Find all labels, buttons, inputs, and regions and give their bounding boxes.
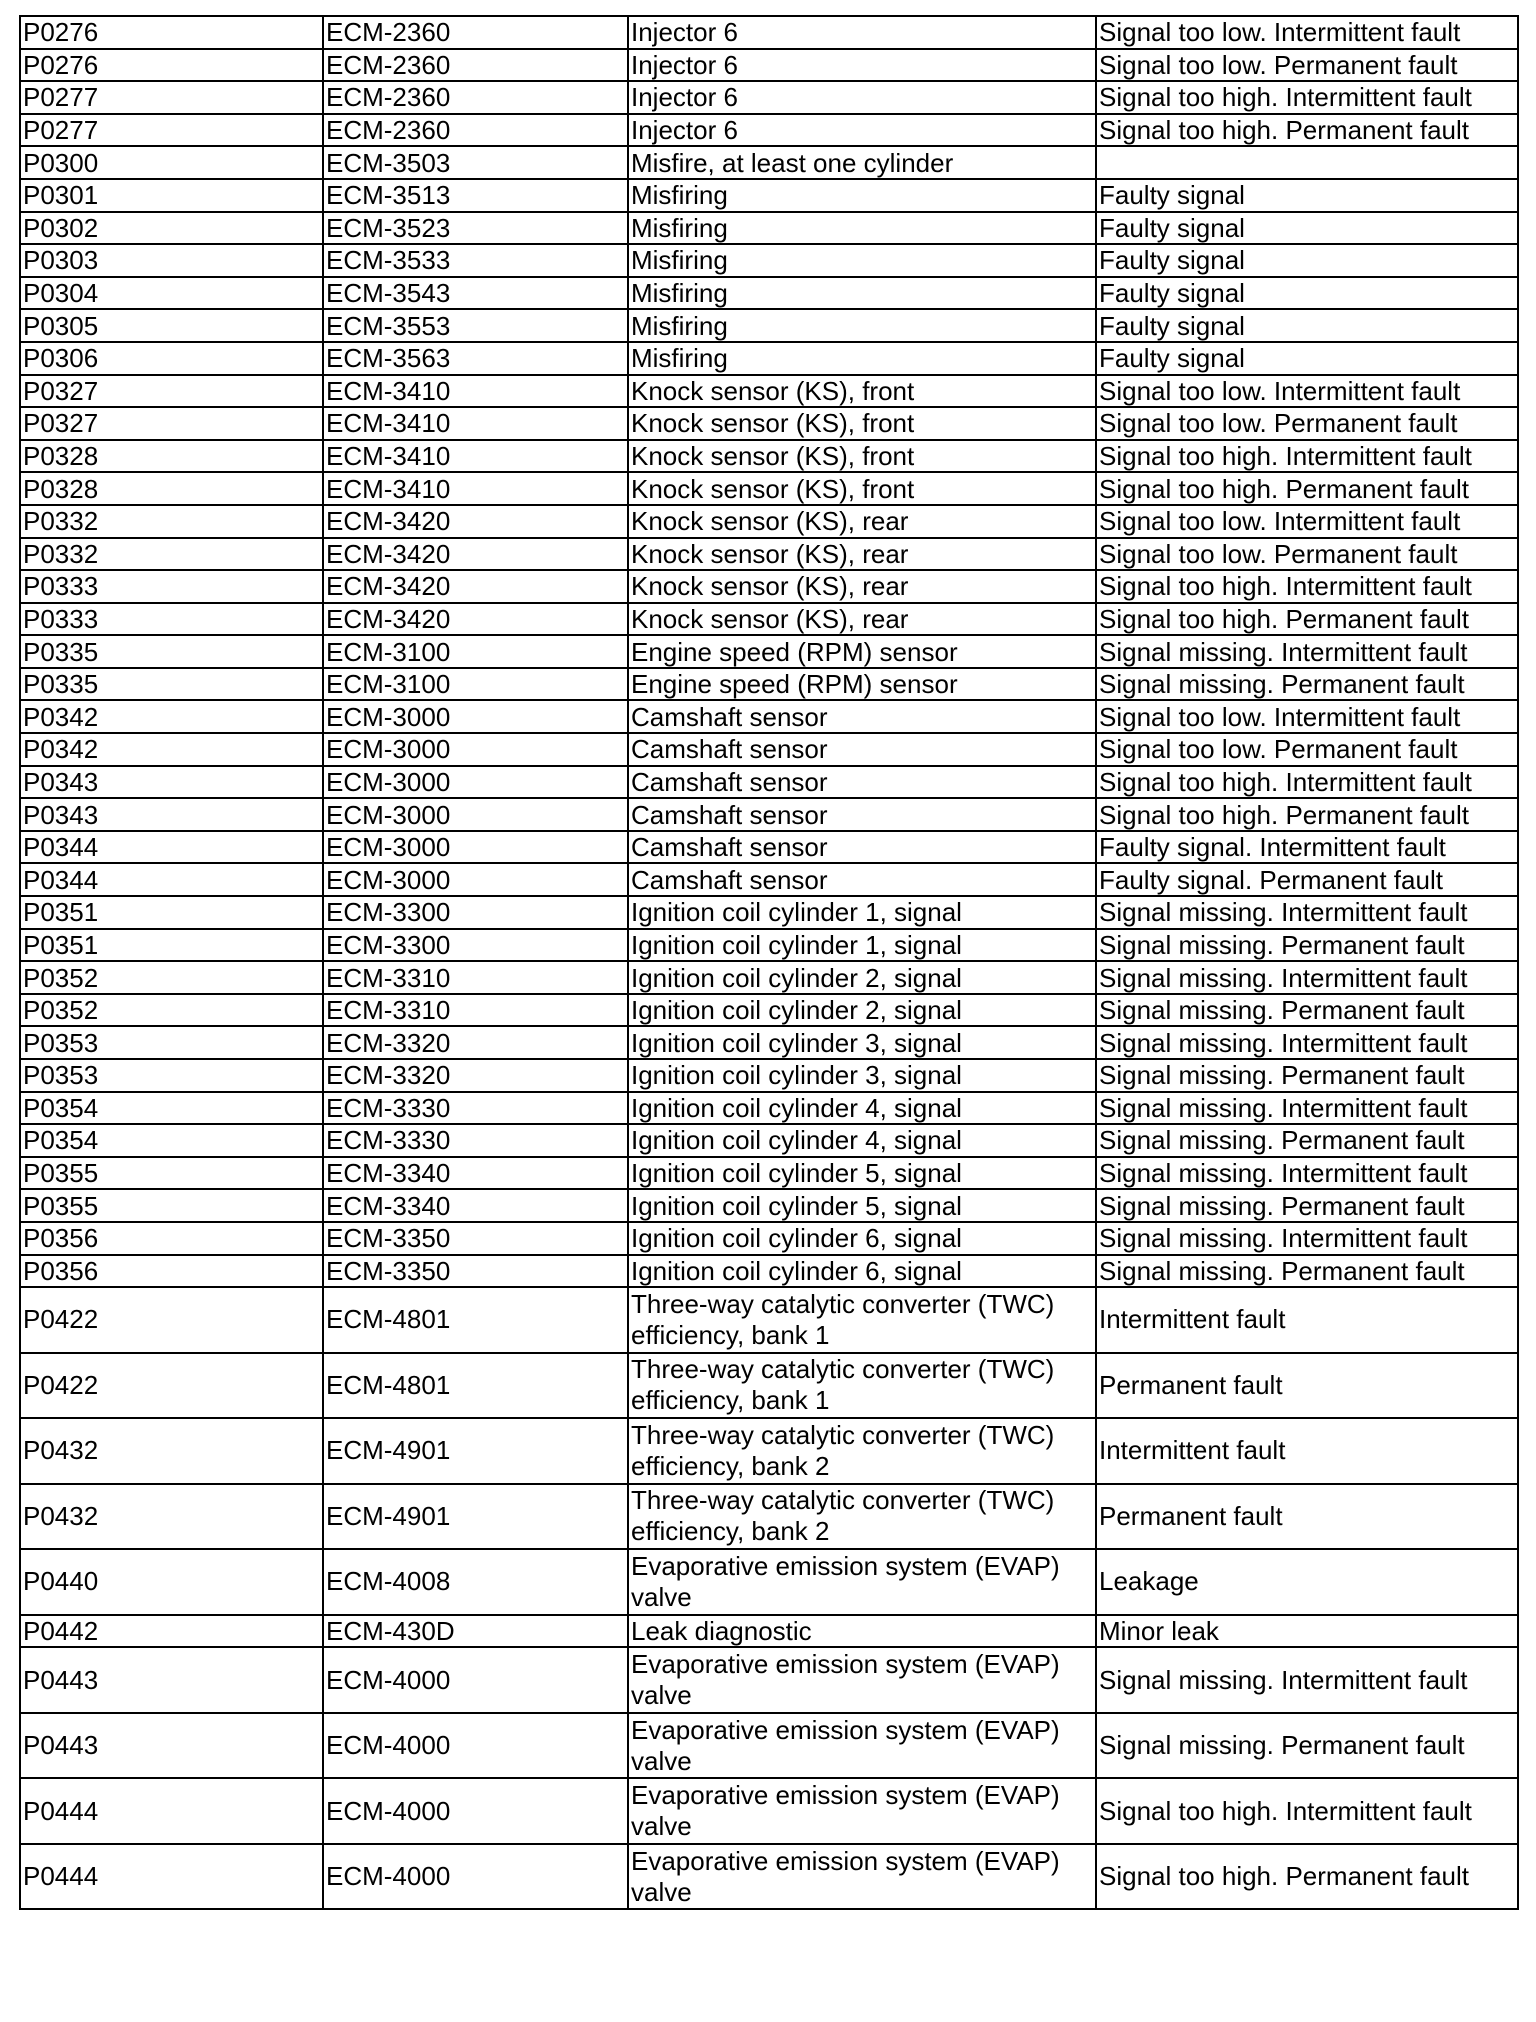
ecm-code-cell: ECM-3320 <box>323 1059 628 1092</box>
table-row <box>20 342 1518 375</box>
component-cell: Knock sensor (KS), rear <box>628 538 1096 571</box>
ecm-code-cell: ECM-3533 <box>323 244 628 277</box>
component-cell: Knock sensor (KS), front <box>628 375 1096 408</box>
component-cell: Misfiring <box>628 342 1096 375</box>
dtc-code-cell: P0343 <box>20 766 323 799</box>
component-cell: Three-way catalytic converter (TWC) efficiency, bank 1 <box>628 1287 1096 1353</box>
fault-type-cell: Intermittent fault <box>1096 1418 1518 1484</box>
component-cell: Misfire, at least one cylinder <box>628 146 1096 179</box>
component-cell: Ignition coil cylinder 1, signal <box>628 929 1096 962</box>
table-row <box>20 1026 1518 1059</box>
component-cell: Knock sensor (KS), front <box>628 472 1096 505</box>
component-cell: Three-way catalytic converter (TWC) efficiency, bank 1 <box>628 1353 1096 1419</box>
table-row <box>20 798 1518 831</box>
dtc-code-cell: P0302 <box>20 212 323 245</box>
component-cell: Camshaft sensor <box>628 733 1096 766</box>
fault-type-cell: Signal too low. Permanent fault <box>1096 407 1518 440</box>
fault-type-cell: Faulty signal. Intermittent fault <box>1096 831 1518 864</box>
dtc-code-cell: P0352 <box>20 961 323 994</box>
fault-type-cell: Signal too high. Permanent fault <box>1096 1844 1518 1910</box>
fault-type-cell: Signal too high. Intermittent fault <box>1096 440 1518 473</box>
ecm-code-cell: ECM-4901 <box>323 1418 628 1484</box>
table-row <box>20 1778 1518 1844</box>
table-row <box>20 81 1518 114</box>
dtc-code-cell: P0355 <box>20 1157 323 1190</box>
ecm-code-cell: ECM-2360 <box>323 81 628 114</box>
ecm-code-cell: ECM-4000 <box>323 1844 628 1910</box>
component-cell: Ignition coil cylinder 2, signal <box>628 961 1096 994</box>
dtc-code-cell: P0356 <box>20 1255 323 1288</box>
ecm-code-cell: ECM-3420 <box>323 505 628 538</box>
component-cell: Camshaft sensor <box>628 700 1096 733</box>
ecm-code-cell: ECM-4000 <box>323 1778 628 1844</box>
component-cell: Knock sensor (KS), front <box>628 440 1096 473</box>
fault-type-cell: Signal too low. Intermittent fault <box>1096 375 1518 408</box>
component-cell: Injector 6 <box>628 114 1096 147</box>
dtc-code-cell: P0344 <box>20 863 323 896</box>
component-cell: Evaporative emission system (EVAP) valve <box>628 1647 1096 1713</box>
ecm-code-cell: ECM-3340 <box>323 1157 628 1190</box>
fault-type-cell: Signal too high. Intermittent fault <box>1096 81 1518 114</box>
fault-type-cell: Signal missing. Permanent fault <box>1096 1059 1518 1092</box>
dtc-code-cell: P0443 <box>20 1713 323 1779</box>
table-row <box>20 896 1518 929</box>
dtc-code-cell: P0332 <box>20 538 323 571</box>
dtc-code-cell: P0332 <box>20 505 323 538</box>
dtc-code-cell: P0300 <box>20 146 323 179</box>
component-cell: Knock sensor (KS), front <box>628 407 1096 440</box>
ecm-code-cell: ECM-2360 <box>323 49 628 82</box>
component-cell: Misfiring <box>628 309 1096 342</box>
ecm-code-cell: ECM-3340 <box>323 1189 628 1222</box>
ecm-code-cell: ECM-3410 <box>323 440 628 473</box>
table-row <box>20 440 1518 473</box>
fault-type-cell: Signal too high. Permanent fault <box>1096 114 1518 147</box>
dtc-code-cell: P0443 <box>20 1647 323 1713</box>
ecm-code-cell: ECM-4000 <box>323 1713 628 1779</box>
dtc-code-cell: P0432 <box>20 1418 323 1484</box>
table-row <box>20 16 1518 49</box>
table-row <box>20 1189 1518 1222</box>
fault-type-cell: Faulty signal <box>1096 342 1518 375</box>
table-row <box>20 1222 1518 1255</box>
ecm-code-cell: ECM-3513 <box>323 179 628 212</box>
ecm-code-cell: ECM-3553 <box>323 309 628 342</box>
dtc-code-cell: P0343 <box>20 798 323 831</box>
dtc-code-cell: P0303 <box>20 244 323 277</box>
component-cell: Ignition coil cylinder 6, signal <box>628 1222 1096 1255</box>
table-row <box>20 114 1518 147</box>
ecm-code-cell: ECM-430D <box>323 1615 628 1648</box>
ecm-code-cell: ECM-3320 <box>323 1026 628 1059</box>
fault-type-cell: Signal missing. Intermittent fault <box>1096 1222 1518 1255</box>
table-row <box>20 1092 1518 1125</box>
table-row <box>20 1418 1518 1484</box>
dtc-code-cell: P0351 <box>20 929 323 962</box>
table-row <box>20 1157 1518 1190</box>
fault-type-cell: Leakage <box>1096 1549 1518 1615</box>
ecm-code-cell: ECM-3000 <box>323 831 628 864</box>
fault-type-cell: Signal missing. Permanent fault <box>1096 929 1518 962</box>
component-cell: Knock sensor (KS), rear <box>628 505 1096 538</box>
ecm-code-cell: ECM-3000 <box>323 700 628 733</box>
table-row <box>20 472 1518 505</box>
ecm-code-cell: ECM-4801 <box>323 1287 628 1353</box>
dtc-code-cell: P0277 <box>20 114 323 147</box>
dtc-code-cell: P0351 <box>20 896 323 929</box>
dtc-code-cell: P0301 <box>20 179 323 212</box>
dtc-code-cell: P0342 <box>20 733 323 766</box>
component-cell: Camshaft sensor <box>628 798 1096 831</box>
fault-type-cell: Signal too low. Intermittent fault <box>1096 505 1518 538</box>
ecm-code-cell: ECM-2360 <box>323 114 628 147</box>
fault-type-cell: Signal missing. Intermittent fault <box>1096 1026 1518 1059</box>
dtc-code-cell: P0352 <box>20 994 323 1027</box>
ecm-code-cell: ECM-4801 <box>323 1353 628 1419</box>
component-cell: Ignition coil cylinder 3, signal <box>628 1026 1096 1059</box>
dtc-code-cell: P0276 <box>20 49 323 82</box>
fault-type-cell: Signal too low. Permanent fault <box>1096 49 1518 82</box>
dtc-code-cell: P0327 <box>20 407 323 440</box>
ecm-code-cell: ECM-3300 <box>323 896 628 929</box>
component-cell: Misfiring <box>628 212 1096 245</box>
fault-type-cell: Signal missing. Permanent fault <box>1096 668 1518 701</box>
ecm-code-cell: ECM-3543 <box>323 277 628 310</box>
component-cell: Knock sensor (KS), rear <box>628 603 1096 636</box>
ecm-code-cell: ECM-3410 <box>323 407 628 440</box>
component-cell: Three-way catalytic converter (TWC) efficiency, bank 2 <box>628 1418 1096 1484</box>
fault-type-cell: Signal missing. Intermittent fault <box>1096 1647 1518 1713</box>
table-row <box>20 929 1518 962</box>
table-row <box>20 700 1518 733</box>
table-row <box>20 1059 1518 1092</box>
dtc-code-cell: P0344 <box>20 831 323 864</box>
table-row <box>20 505 1518 538</box>
fault-type-cell: Signal too high. Intermittent fault <box>1096 1778 1518 1844</box>
fault-type-cell: Signal too low. Intermittent fault <box>1096 16 1518 49</box>
table-row <box>20 1287 1518 1353</box>
table-row <box>20 212 1518 245</box>
component-cell: Ignition coil cylinder 4, signal <box>628 1092 1096 1125</box>
dtc-code-cell: P0342 <box>20 700 323 733</box>
component-cell: Leak diagnostic <box>628 1615 1096 1648</box>
ecm-code-cell: ECM-3410 <box>323 472 628 505</box>
fault-type-cell: Signal missing. Intermittent fault <box>1096 961 1518 994</box>
table-row <box>20 766 1518 799</box>
fault-type-cell: Signal too high. Permanent fault <box>1096 798 1518 831</box>
fault-type-cell: Permanent fault <box>1096 1353 1518 1419</box>
fault-type-cell: Minor leak <box>1096 1615 1518 1648</box>
ecm-code-cell: ECM-3310 <box>323 961 628 994</box>
table-row <box>20 1713 1518 1779</box>
component-cell: Ignition coil cylinder 3, signal <box>628 1059 1096 1092</box>
table-row <box>20 1255 1518 1288</box>
fault-type-cell: Signal too high. Intermittent fault <box>1096 766 1518 799</box>
dtc-table-body <box>20 16 1518 1909</box>
ecm-code-cell: ECM-3410 <box>323 375 628 408</box>
component-cell: Ignition coil cylinder 5, signal <box>628 1157 1096 1190</box>
fault-type-cell: Signal missing. Intermittent fault <box>1096 635 1518 668</box>
component-cell: Ignition coil cylinder 1, signal <box>628 896 1096 929</box>
table-row <box>20 309 1518 342</box>
ecm-code-cell: ECM-3350 <box>323 1222 628 1255</box>
dtc-code-cell: P0328 <box>20 440 323 473</box>
ecm-code-cell: ECM-3300 <box>323 929 628 962</box>
fault-type-cell: Signal too low. Permanent fault <box>1096 538 1518 571</box>
fault-type-cell: Faulty signal <box>1096 309 1518 342</box>
component-cell: Misfiring <box>628 244 1096 277</box>
fault-type-cell: Faulty signal <box>1096 212 1518 245</box>
fault-type-cell: Faulty signal. Permanent fault <box>1096 863 1518 896</box>
ecm-code-cell: ECM-3000 <box>323 863 628 896</box>
fault-type-cell: Signal missing. Intermittent fault <box>1096 1157 1518 1190</box>
ecm-code-cell: ECM-3420 <box>323 538 628 571</box>
fault-type-cell: Faulty signal <box>1096 277 1518 310</box>
table-row <box>20 146 1518 179</box>
dtc-code-cell: P0328 <box>20 472 323 505</box>
table-row <box>20 1647 1518 1713</box>
dtc-code-cell: P0306 <box>20 342 323 375</box>
component-cell: Injector 6 <box>628 81 1096 114</box>
dtc-code-cell: P0305 <box>20 309 323 342</box>
table-row <box>20 1124 1518 1157</box>
ecm-code-cell: ECM-3350 <box>323 1255 628 1288</box>
ecm-code-cell: ECM-3420 <box>323 603 628 636</box>
component-cell: Injector 6 <box>628 16 1096 49</box>
fault-type-cell: Signal too high. Permanent fault <box>1096 472 1518 505</box>
dtc-code-cell: P0354 <box>20 1092 323 1125</box>
table-row <box>20 863 1518 896</box>
component-cell: Camshaft sensor <box>628 766 1096 799</box>
ecm-code-cell: ECM-3503 <box>323 146 628 179</box>
fault-type-cell: Signal too high. Intermittent fault <box>1096 570 1518 603</box>
fault-type-cell: Signal missing. Permanent fault <box>1096 1713 1518 1779</box>
fault-type-cell: Signal missing. Intermittent fault <box>1096 1092 1518 1125</box>
table-row <box>20 1844 1518 1910</box>
component-cell: Evaporative emission system (EVAP) valve <box>628 1713 1096 1779</box>
table-row <box>20 277 1518 310</box>
dtc-code-cell: P0422 <box>20 1287 323 1353</box>
fault-type-cell: Signal too high. Permanent fault <box>1096 603 1518 636</box>
component-cell: Ignition coil cylinder 4, signal <box>628 1124 1096 1157</box>
ecm-code-cell: ECM-4000 <box>323 1647 628 1713</box>
component-cell: Three-way catalytic converter (TWC) efficiency, bank 2 <box>628 1484 1096 1550</box>
ecm-code-cell: ECM-3523 <box>323 212 628 245</box>
dtc-code-cell: P0355 <box>20 1189 323 1222</box>
fault-type-cell: Signal missing. Permanent fault <box>1096 1189 1518 1222</box>
table-row <box>20 831 1518 864</box>
dtc-code-cell: P0444 <box>20 1844 323 1910</box>
fault-type-cell: Signal missing. Permanent fault <box>1096 994 1518 1027</box>
table-row <box>20 1549 1518 1615</box>
component-cell: Camshaft sensor <box>628 863 1096 896</box>
component-cell: Misfiring <box>628 179 1096 212</box>
fault-type-cell: Intermittent fault <box>1096 1287 1518 1353</box>
ecm-code-cell: ECM-3330 <box>323 1092 628 1125</box>
table-row <box>20 635 1518 668</box>
table-row <box>20 733 1518 766</box>
component-cell: Camshaft sensor <box>628 831 1096 864</box>
dtc-code-cell: P0354 <box>20 1124 323 1157</box>
component-cell: Ignition coil cylinder 5, signal <box>628 1189 1096 1222</box>
dtc-code-cell: P0335 <box>20 635 323 668</box>
ecm-code-cell: ECM-4901 <box>323 1484 628 1550</box>
dtc-code-cell: P0353 <box>20 1026 323 1059</box>
fault-type-cell: Signal too low. Permanent fault <box>1096 733 1518 766</box>
dtc-code-cell: P0444 <box>20 1778 323 1844</box>
ecm-code-cell: ECM-3420 <box>323 570 628 603</box>
fault-type-cell <box>1096 146 1518 179</box>
table-row <box>20 1353 1518 1419</box>
dtc-code-cell: P0335 <box>20 668 323 701</box>
dtc-code-cell: P0422 <box>20 1353 323 1419</box>
dtc-code-cell: P0442 <box>20 1615 323 1648</box>
component-cell: Evaporative emission system (EVAP) valve <box>628 1778 1096 1844</box>
dtc-code-cell: P0333 <box>20 570 323 603</box>
component-cell: Evaporative emission system (EVAP) valve <box>628 1549 1096 1615</box>
ecm-code-cell: ECM-3000 <box>323 733 628 766</box>
dtc-code-cell: P0304 <box>20 277 323 310</box>
dtc-code-cell: P0277 <box>20 81 323 114</box>
dtc-code-cell: P0432 <box>20 1484 323 1550</box>
table-row <box>20 49 1518 82</box>
fault-type-cell: Signal too low. Intermittent fault <box>1096 700 1518 733</box>
fault-type-cell: Signal missing. Permanent fault <box>1096 1124 1518 1157</box>
component-cell: Injector 6 <box>628 49 1096 82</box>
fault-type-cell: Faulty signal <box>1096 179 1518 212</box>
table-row <box>20 570 1518 603</box>
fault-type-cell: Signal missing. Intermittent fault <box>1096 896 1518 929</box>
component-cell: Engine speed (RPM) sensor <box>628 668 1096 701</box>
table-row <box>20 407 1518 440</box>
component-cell: Evaporative emission system (EVAP) valve <box>628 1844 1096 1910</box>
table-row <box>20 375 1518 408</box>
component-cell: Engine speed (RPM) sensor <box>628 635 1096 668</box>
fault-type-cell: Signal missing. Permanent fault <box>1096 1255 1518 1288</box>
dtc-code-cell: P0440 <box>20 1549 323 1615</box>
ecm-code-cell: ECM-3000 <box>323 766 628 799</box>
fault-type-cell: Permanent fault <box>1096 1484 1518 1550</box>
table-row <box>20 603 1518 636</box>
table-row <box>20 1484 1518 1550</box>
table-row <box>20 538 1518 571</box>
fault-type-cell: Faulty signal <box>1096 244 1518 277</box>
component-cell: Ignition coil cylinder 6, signal <box>628 1255 1096 1288</box>
dtc-code-cell: P0356 <box>20 1222 323 1255</box>
dtc-code-cell: P0353 <box>20 1059 323 1092</box>
component-cell: Misfiring <box>628 277 1096 310</box>
ecm-code-cell: ECM-3310 <box>323 994 628 1027</box>
ecm-code-cell: ECM-3100 <box>323 668 628 701</box>
dtc-table <box>19 15 1519 1910</box>
ecm-code-cell: ECM-3330 <box>323 1124 628 1157</box>
dtc-code-cell: P0327 <box>20 375 323 408</box>
component-cell: Ignition coil cylinder 2, signal <box>628 994 1096 1027</box>
table-row <box>20 244 1518 277</box>
dtc-code-cell: P0333 <box>20 603 323 636</box>
table-row <box>20 994 1518 1027</box>
ecm-code-cell: ECM-4008 <box>323 1549 628 1615</box>
table-row <box>20 668 1518 701</box>
ecm-code-cell: ECM-3100 <box>323 635 628 668</box>
component-cell: Knock sensor (KS), rear <box>628 570 1096 603</box>
table-row <box>20 961 1518 994</box>
dtc-code-cell: P0276 <box>20 16 323 49</box>
ecm-code-cell: ECM-3563 <box>323 342 628 375</box>
ecm-code-cell: ECM-2360 <box>323 16 628 49</box>
table-row <box>20 179 1518 212</box>
table-row <box>20 1615 1518 1648</box>
ecm-code-cell: ECM-3000 <box>323 798 628 831</box>
